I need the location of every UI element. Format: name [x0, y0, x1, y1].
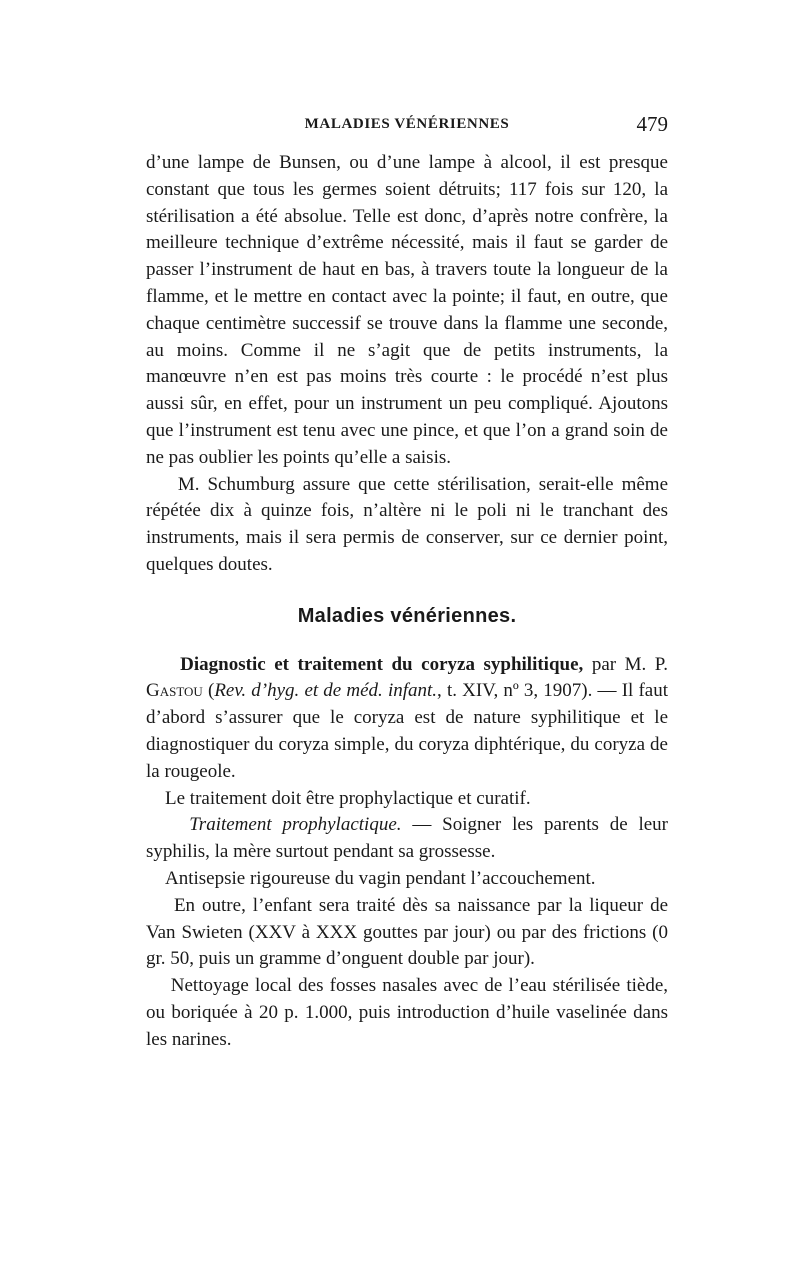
paragraph-article [146, 652, 668, 786]
section-heading: Maladies vénériennes. [297, 604, 517, 627]
article-journal: Rev. d’hyg. et de méd. infant. [214, 680, 438, 702]
prophylaxis-text: — Soigner les parents de leur syphilis, la mère surtout pendant sa grossesse. [146, 814, 668, 863]
paragraph-treatment-text: Le traitement doit être prophylactique et curatif. [165, 787, 531, 809]
paragraph-antisepsis [146, 866, 668, 893]
paragraph-schumburg [146, 472, 668, 579]
paragraph-liqueur [146, 893, 668, 973]
article-author: Gastou [146, 680, 203, 702]
body-text [146, 150, 668, 1054]
article-citation-open: ( [202, 680, 215, 702]
article-title: Diagnostic et traitement du coryza syphilitique, [180, 653, 584, 675]
paragraph-sterilisation: d’une lampe de Bunsen, ou d’une lampe à alcool, il est presque constant que tous les germes soient détruits; 117 fois sur 120, la stérilisation a été absolue. Telle est donc, d’après notre confrère, la meilleure technique d’extrême nécessité, mais il faut se garder de passer l’instrument de haut en bas, à travers toute la longueur de la flamme, et le mettre en contact avec la pointe; il faut, en outre, que chaque centimètre successif se trouve dans la flamme une seconde, au moins. Comme il ne s’agit que de petits instruments, la manœuvre n’en est pas moins très courte : le procédé n’est plus aussi sûr, en effet, pour un instrument un peu compliqué. Ajoutons que l’instrument est tenu avec une pince, et que l’on a grand soin de ne pas oublier les points qu’elle a saisis. [146, 152, 668, 468]
running-title: MALADIES VÉNÉRIENNES [304, 116, 510, 132]
paragraph-prophylaxis [146, 812, 668, 866]
page-number: 479 [636, 112, 668, 136]
paragraph-antisepsis-text: Antisepsie rigoureuse du vagin pendant l’accouchement. [165, 867, 596, 889]
paragraph-treatment [146, 786, 668, 813]
paragraph-liqueur-text: En outre, l’enfant sera traité dès sa naissance par la liqueur de Van Swieten (XXV à XXX gouttes par jour) ou par des frictions (0 gr. 50, puis un gramme d’onguent double par jour). [146, 894, 668, 970]
paragraph-nasal-text: Nettoyage local des fosses nasales avec de l’eau stérilisée tiède, ou boriquée à 20 p. 1.000, puis introduction d’huile vaselinée dans les narines. [146, 975, 669, 1050]
article-citation-details: , t. XIV, nº 3, 1907). — Il faut d’abord s’assurer que le coryza est de nature syphilitique et le diagnostiquer du coryza simple, du coryza diphtérique, du coryza de la rougeole. [146, 680, 668, 782]
article-by: par M. P. [583, 653, 669, 675]
prophylaxis-label: Traitement prophylactique. [189, 814, 402, 836]
paragraph-schumburg-text: M. Schumburg assure que cette stérilisation, serait-elle même répétée dix à quinze fois, n’altère ni le poli ni le tranchant des instruments, mais il sera permis de conserver, sur ce dernier point, quelques doutes. [146, 473, 669, 575]
paragraph-nasal [146, 973, 668, 1053]
running-head [146, 112, 668, 142]
